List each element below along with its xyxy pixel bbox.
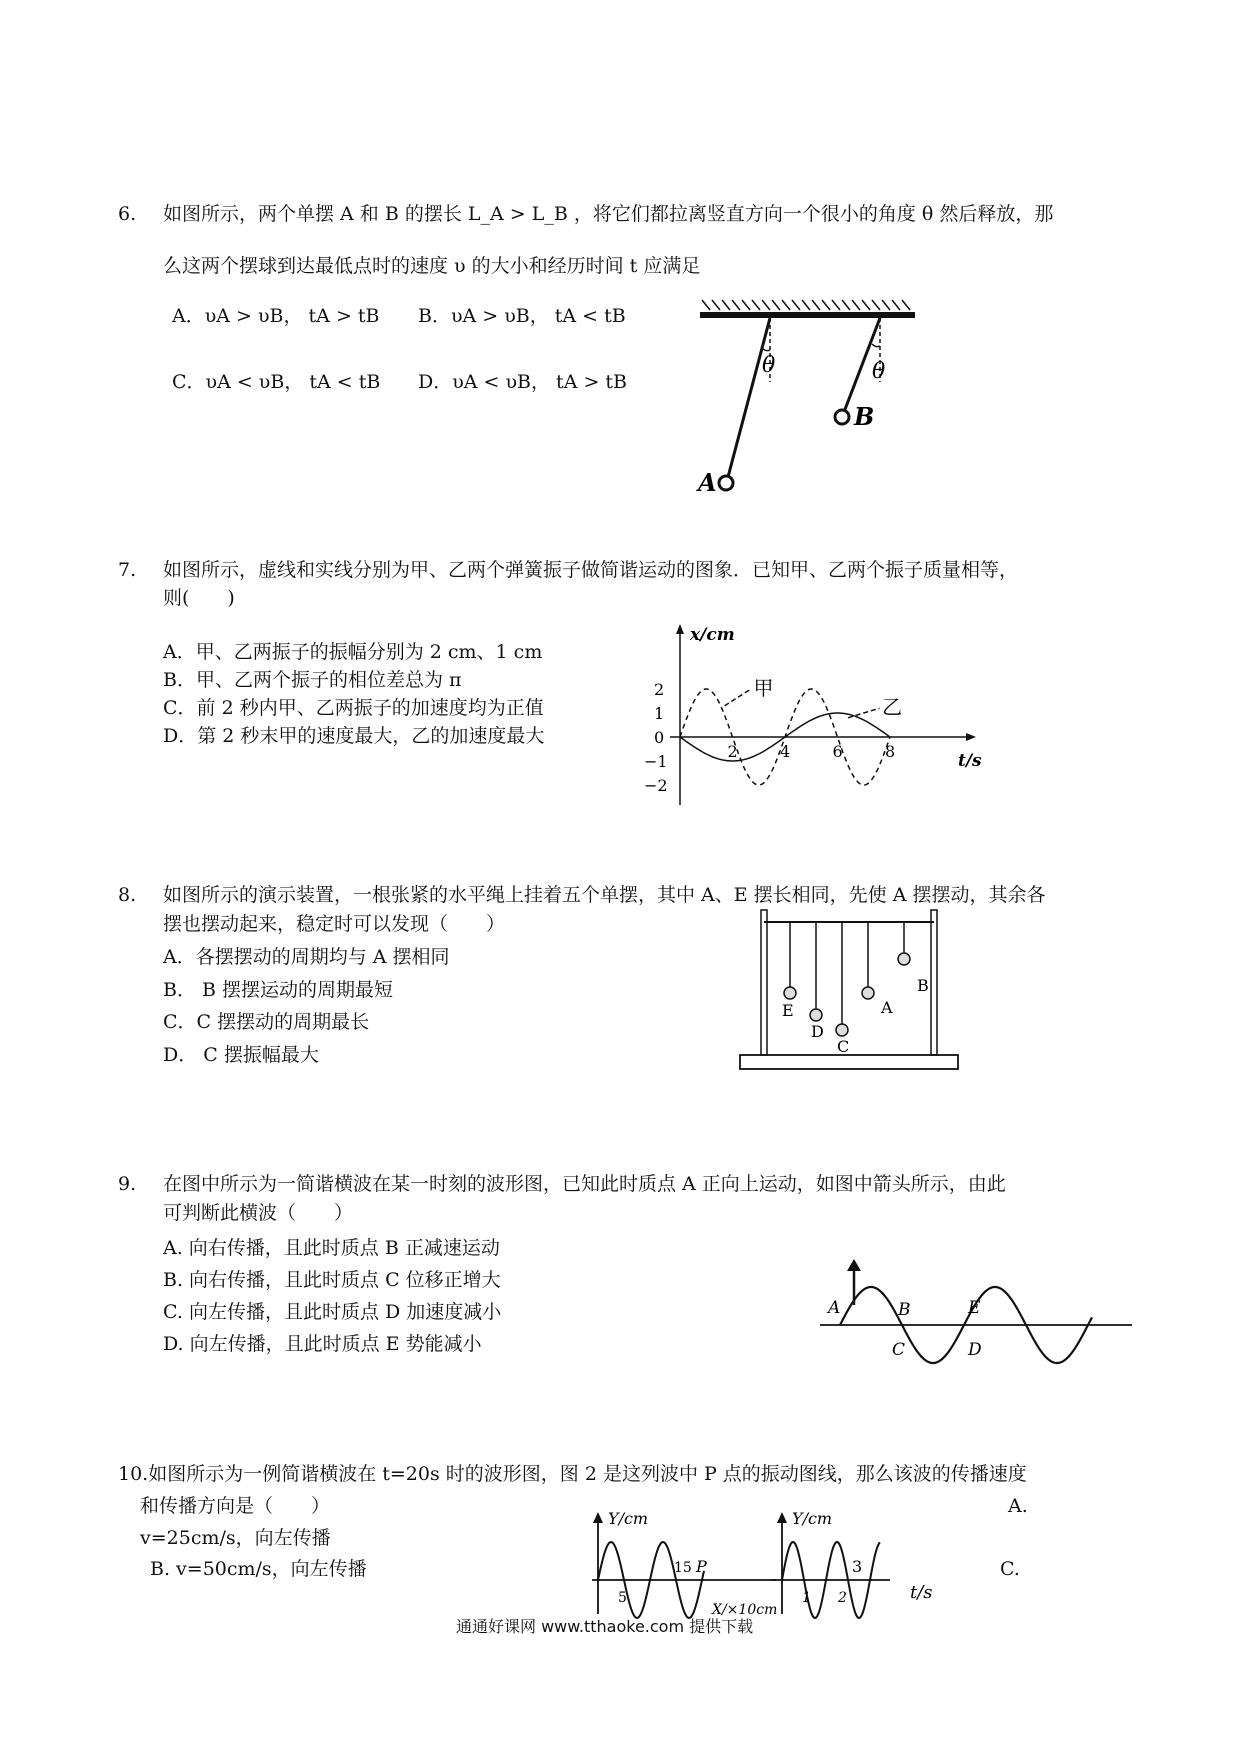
- q8-pendulum-apparatus: [735, 910, 965, 1070]
- q9-option-d: D. 向左传播，且此时质点 E 势能减小: [163, 1333, 482, 1355]
- x-axis-label: t/s: [958, 751, 982, 771]
- y-axis-arrow: [676, 624, 684, 634]
- y-tick-0: 0: [654, 728, 665, 747]
- footer-watermark: 通通好课网 www.tthaoke.com 提供下载: [456, 1617, 754, 1636]
- q6-number: 6.: [118, 203, 137, 225]
- pendulum-b: [898, 953, 910, 965]
- ylabel-1: Y/cm: [608, 1509, 649, 1528]
- label-c: C: [837, 1037, 850, 1056]
- q10-vibration-figure-2: [760, 1510, 950, 1615]
- q10-option-c-label: C.: [1000, 1558, 1020, 1580]
- series-yi-label: 乙: [882, 695, 903, 720]
- label-e: E: [782, 1001, 794, 1020]
- q10-option-b: B. v=50cm/s，向左传播: [150, 1558, 367, 1580]
- q6-option-c: C．υA < υB， tA < tB: [172, 371, 381, 393]
- pendulum-c: [836, 1024, 848, 1036]
- q9-wave-figure: [820, 1255, 1140, 1385]
- q6-stem-line2: 么这两个摆球到达最低点时的速度 υ 的大小和经历时间 t 应满足: [163, 255, 701, 277]
- q9-stem-line2: 可判断此横波（ ）: [163, 1202, 354, 1224]
- label-b: B: [917, 976, 929, 995]
- y-tick-−2: −2: [644, 776, 668, 795]
- tick-15: 15: [674, 1560, 692, 1576]
- y-tick-2: 2: [654, 680, 665, 699]
- q7-stem-line2: 则( ): [163, 587, 235, 609]
- pendulum-a-bob: [719, 476, 733, 490]
- q10-wave-figure-1: [580, 1509, 780, 1618]
- q10-stem-line2: 和传播方向是（ ）: [140, 1495, 331, 1517]
- q8-option-b: B． B 摆摆运动的周期最短: [163, 979, 394, 1001]
- label-a: A: [698, 468, 717, 497]
- q8-option-a: A．各摆摆动的周期均与 A 摆相同: [163, 946, 450, 968]
- series-jia-label: 甲: [753, 676, 774, 700]
- pendulum-a-string: [728, 318, 770, 477]
- q6-option-d: D．υA < υB， tA > tB: [418, 371, 628, 393]
- pendulum-a: [862, 987, 874, 999]
- q8-option-d: D． C 摆振幅最大: [163, 1044, 319, 1066]
- xlabel-2: t/s: [910, 1582, 933, 1603]
- xlabel-1: X/×10cm: [712, 1602, 778, 1618]
- ylabel-2: Y/cm: [792, 1509, 833, 1528]
- q7-oscillation-chart: [640, 620, 1000, 810]
- label-b: B: [854, 402, 875, 431]
- point-d-label: D: [968, 1340, 982, 1360]
- x-tick-2: 2: [727, 742, 738, 761]
- x-tick-6: 6: [832, 742, 843, 761]
- q7-number: 7.: [118, 559, 137, 581]
- q6-option-a: A．υA > υB， tA > tB: [172, 305, 380, 327]
- tick-3: 3: [852, 1557, 863, 1576]
- q9-option-a: A. 向右传播，且此时质点 B 正减速运动: [163, 1237, 500, 1259]
- x-axis-arrow: [966, 733, 976, 741]
- q8-stem-line1: 如图所示的演示装置，一根张紧的水平绳上挂着五个单摆，其中 A、E 摆长相同，先使 A 摆摆动，其余各: [163, 884, 1046, 906]
- label-a: A: [881, 998, 893, 1017]
- x-tick-4: 4: [780, 742, 791, 761]
- q8-number: 8.: [118, 884, 137, 906]
- point-p: P: [696, 1557, 707, 1576]
- q10-option-a-label: A.: [1008, 1495, 1028, 1517]
- label-d: D: [811, 1022, 824, 1041]
- q10-stem-line1: 10.如图所示为一例简谐横波在 t=20s 时的波形图，图 2 是这列波中 P 点的振动图线，那么该波的传播速度: [118, 1463, 1027, 1485]
- y-tick-1: 1: [654, 704, 665, 723]
- q7-option-b: B．甲、乙两个振子的相位差总为 π: [163, 669, 462, 691]
- q10-option-a-text: v=25cm/s，向左传播: [140, 1527, 331, 1549]
- pendulum-b-bob: [835, 410, 849, 424]
- theta-label-b: θ: [872, 359, 886, 384]
- q7-option-a: A．甲、乙两振子的振幅分别为 2 cm、1 cm: [163, 641, 543, 663]
- x-tick-8: 8: [885, 742, 896, 761]
- point-e-label: E: [968, 1298, 981, 1318]
- q7-option-c: C．前 2 秒内甲、乙两振子的加速度均为正值: [163, 697, 544, 719]
- point-c-label: C: [892, 1340, 906, 1360]
- q6-pendulum-figure: [650, 300, 950, 500]
- velocity-arrow: [847, 1259, 861, 1271]
- q7-option-d: D．第 2 秒末甲的速度最大，乙的加速度最大: [163, 725, 545, 747]
- q8-option-c: C．C 摆摆动的周期最长: [163, 1011, 370, 1033]
- pendulum-d: [810, 1009, 822, 1021]
- series-jia-pointer: [725, 689, 751, 706]
- q9-option-b: B. 向右传播，且此时质点 C 位移正增大: [163, 1269, 501, 1291]
- q6-stem-line1: 如图所示，两个单摆 A 和 B 的摆长 L_A > L_B ，将它们都拉离竖直方向一个很小的角度 θ 然后释放，那: [163, 203, 1054, 225]
- q9-number: 9.: [118, 1173, 137, 1195]
- q7-stem-line1: 如图所示，虚线和实线分别为甲、乙两个弹簧振子做简谐运动的图象．已知甲、乙两个振子质量相等，: [163, 559, 1019, 581]
- q9-stem-line1: 在图中所示为一简谐横波在某一时刻的波形图，已知此时质点 A 正向上运动，如图中箭头所示，由此: [163, 1173, 1006, 1195]
- q8-stem-line2: 摆也摆动起来，稳定时可以发现（ ）: [163, 913, 506, 935]
- y-tick-−1: −1: [644, 752, 668, 771]
- point-a-label: A: [828, 1298, 841, 1318]
- theta-label-a: θ: [762, 353, 776, 378]
- pendulum-e: [784, 987, 796, 999]
- point-b-label: B: [898, 1300, 911, 1320]
- series-yi-pointer: [848, 708, 880, 718]
- tick-5: 5: [618, 1590, 627, 1606]
- tick-1: 1: [802, 1590, 811, 1606]
- q6-option-b: B．υA > υB， tA < tB: [418, 305, 626, 327]
- tick-2: 2: [838, 1590, 847, 1606]
- q9-option-c: C. 向左传播，且此时质点 D 加速度减小: [163, 1301, 502, 1323]
- y-axis-label: x/cm: [690, 625, 735, 645]
